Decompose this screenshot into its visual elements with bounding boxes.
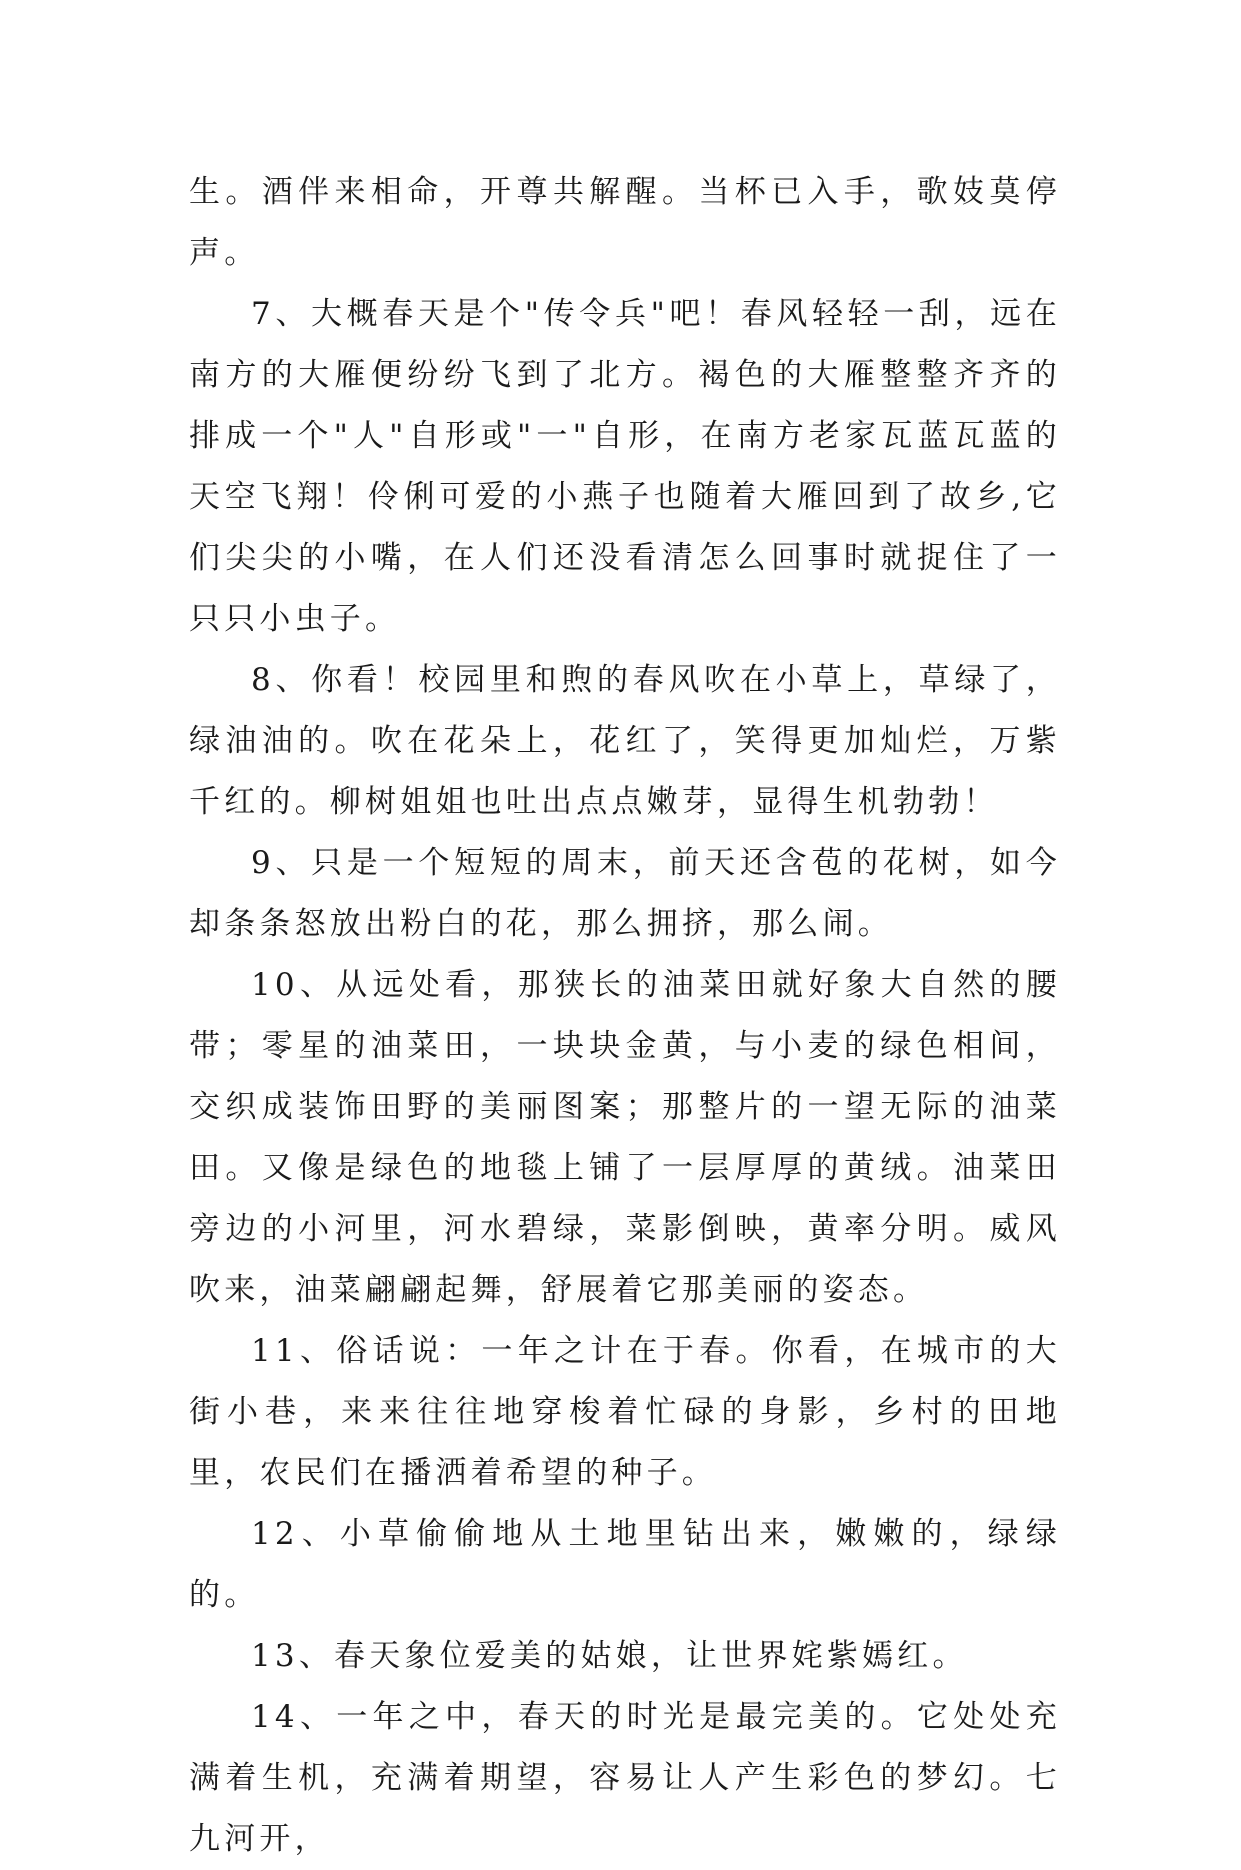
- paragraph-13: 13、春天象位爱美的姑娘，让世界姹紫嫣红。: [251, 1638, 968, 1674]
- paragraph-11: 11、俗话说：一年之计在于春。你看，在城市的大街小巷，来来往往地穿梭着忙碌的身影，乡村的田地里，农民们在播洒着希望的种子。: [189, 1333, 1061, 1491]
- paragraph-7: 7、大概春天是个"传令兵"吧！春风轻轻一刮，远在南方的大雁便纷纷飞到了北方。褐色的大雁整整齐齐的排成一个"人"自形或"一"自形，在南方老家瓦蓝瓦蓝的天空飞翔！伶俐可爱的小燕子也随着大雁回到了故乡,它们尖尖的小嘴，在人们还没看清怎么回事时就捉住了一只只小虫子。: [189, 296, 1061, 637]
- paragraph-10: 10、从远处看，那狭长的油菜田就好象大自然的腰带；零星的油菜田，一块块金黄，与小麦的绿色相间，交织成装饰田野的美丽图案；那整片的一望无际的油菜田。又像是绿色的地毯上铺了一层厚厚的黄绒。油菜田旁边的小河里，河水碧绿，菜影倒映，黄率分明。威风吹来，油菜翩翩起舞，舒展着它那美丽的姿态。: [189, 967, 1061, 1308]
- paragraph-14: 14、一年之中，春天的时光是最完美的。它处处充满着生机，充满着期望，容易让人产生彩色的梦幻。七九河开，: [189, 1699, 1061, 1857]
- paragraph-8: 8、你看！校园里和煦的春风吹在小草上，草绿了，绿油油的。吹在花朵上，花红了，笑得更加灿烂，万紫千红的。柳树姐姐也吐出点点嫩芽，显得生机勃勃！: [189, 662, 1061, 820]
- paragraph-continuation: 生。酒伴来相命，开尊共解醒。当杯已入手，歌妓莫停声。: [189, 174, 1061, 271]
- paragraph-9: 9、只是一个短短的周末，前天还含苞的花树，如今却条条怒放出粉白的花，那么拥挤，那么闹。: [189, 845, 1061, 942]
- document-body: [189, 162, 1061, 1870]
- paragraph-12: 12、小草偷偷地从土地里钻出来，嫩嫩的，绿绿的。: [189, 1516, 1061, 1613]
